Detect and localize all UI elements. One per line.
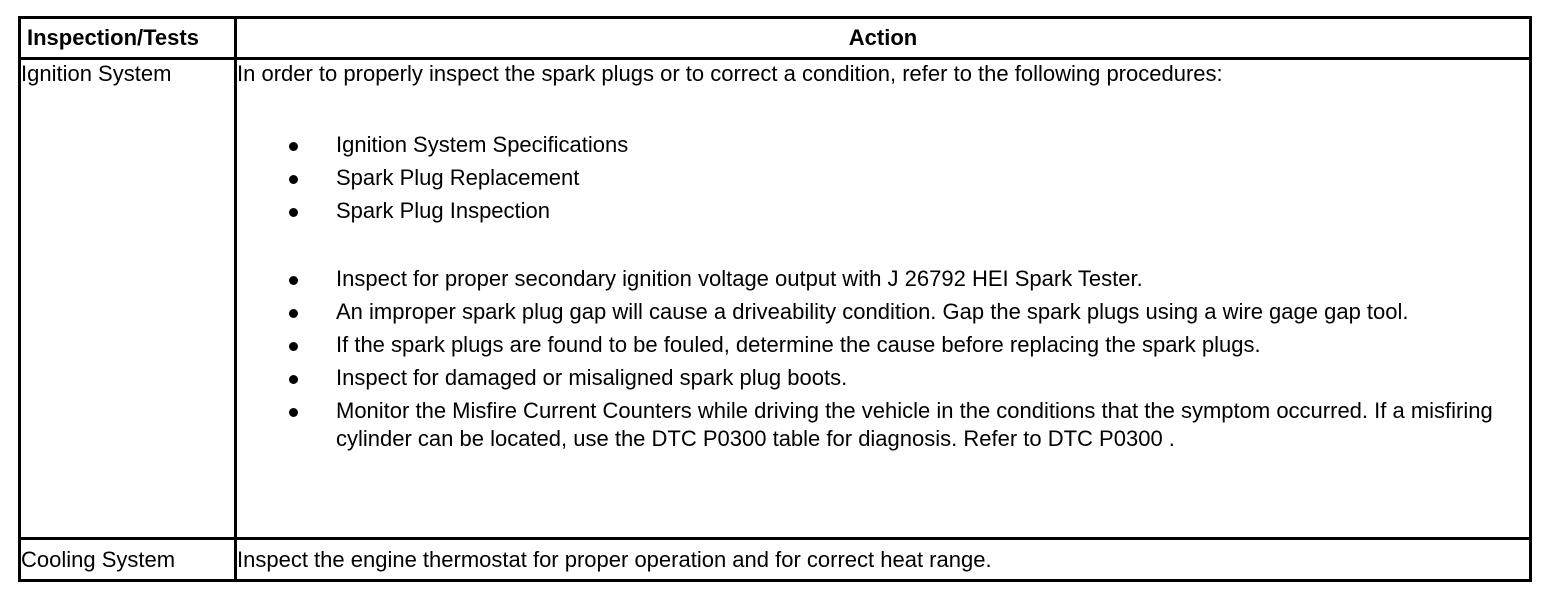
procedure-link[interactable]: Spark Plug Replacement <box>336 165 580 190</box>
row-action-cooling-system: Inspect the engine thermostat for proper operation and for correct heat range. <box>236 539 1531 581</box>
check-text: If the spark plugs are found to be fouled, determine the cause before replacing the spark plugs. <box>336 332 1261 357</box>
table-row-ignition-system <box>20 59 1531 539</box>
check-item <box>237 298 1529 326</box>
check-text: Inspect for proper secondary ignition voltage output with J 26792 HEI Spark Tester. <box>336 266 1143 291</box>
bullet-icon <box>289 175 298 184</box>
check-item <box>237 265 1529 293</box>
inspection-check-list <box>237 265 1529 453</box>
check-text: Inspect for damaged or misaligned spark plug boots. <box>336 365 848 390</box>
procedure-item <box>237 164 1529 192</box>
bullet-icon <box>289 309 298 318</box>
check-item <box>237 331 1529 359</box>
procedure-list <box>237 131 1529 225</box>
check-text: Monitor the Misfire Current Counters while driving the vehicle in the conditions that the symptom occurred. If a misfiring cylinder can be located, use the DTC P0300 table for diagnosis. Refer to DTC P0300 . <box>336 398 1493 451</box>
bullet-icon <box>289 142 298 151</box>
row-label-ignition-system: Ignition System <box>20 59 236 539</box>
check-item <box>237 397 1529 453</box>
bullet-icon <box>289 208 298 217</box>
bullet-icon <box>289 342 298 351</box>
bullet-icon <box>289 276 298 285</box>
check-text: An improper spark plug gap will cause a driveability condition. Gap the spark plugs using a wire gage gap tool. <box>336 299 1409 324</box>
ignition-intro-text: In order to properly inspect the spark plugs or to correct a condition, refer to the following procedures: <box>237 61 1223 86</box>
bullet-icon <box>289 408 298 417</box>
procedure-link[interactable]: Spark Plug Inspection <box>336 198 551 223</box>
table-row-cooling-system <box>20 539 1531 581</box>
header-inspection-tests: Inspection/Tests <box>20 18 236 59</box>
header-action: Action <box>236 18 1531 59</box>
row-action-ignition-system <box>236 59 1531 539</box>
bullet-icon <box>289 375 298 384</box>
check-item <box>237 364 1529 392</box>
procedure-item <box>237 131 1529 159</box>
procedure-item <box>237 197 1529 225</box>
row-label-cooling-system: Cooling System <box>20 539 236 581</box>
procedure-link[interactable]: Ignition System Specifications <box>336 132 629 157</box>
inspection-table <box>18 16 1532 582</box>
header-row <box>20 18 1531 59</box>
